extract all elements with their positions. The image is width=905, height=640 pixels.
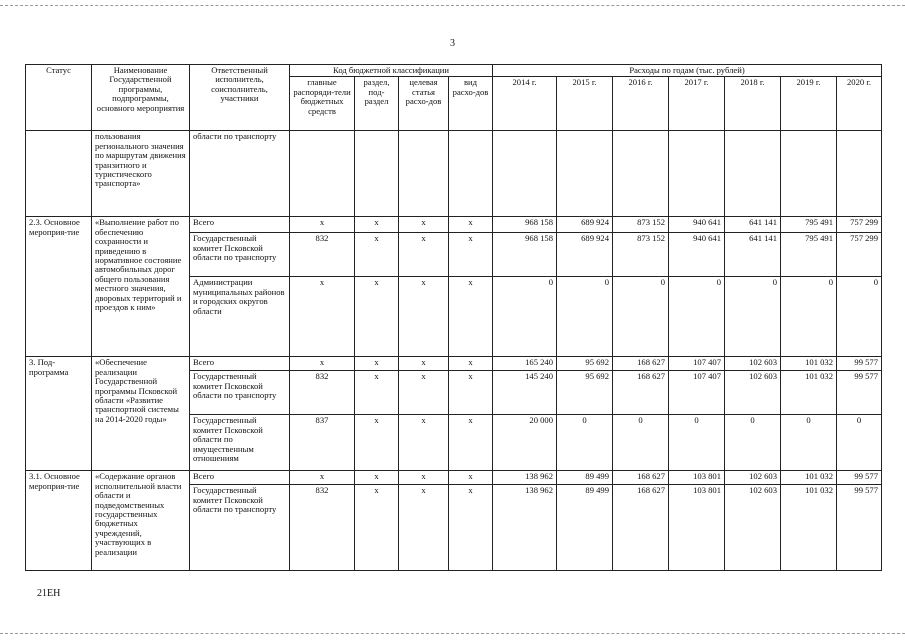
- header-main-manager: главные распоряди-тели бюджетных средств: [290, 77, 355, 131]
- cell-code: х: [399, 371, 449, 415]
- cell-value: 795 491: [781, 233, 837, 277]
- cell-value: [669, 131, 725, 217]
- cell-code: х: [449, 485, 493, 571]
- cell-value: 0: [557, 277, 613, 357]
- header-year: 2014 г.: [493, 77, 557, 131]
- cell-value: 168 627: [613, 371, 669, 415]
- cell-code: х: [449, 471, 493, 485]
- cell-value: [781, 131, 837, 217]
- cell-code: х: [399, 217, 449, 233]
- budget-table: [25, 64, 882, 571]
- cell-value: 968 158: [493, 217, 557, 233]
- cell-code: х: [399, 471, 449, 485]
- header-budget-code: Код бюджетной классификации: [290, 65, 493, 77]
- cell-value: 795 491: [781, 217, 837, 233]
- cell-value: 101 032: [781, 471, 837, 485]
- cell-code: [290, 131, 355, 217]
- cell-code: х: [449, 415, 493, 471]
- cell-value: 0: [669, 277, 725, 357]
- cell-value: 107 407: [669, 357, 725, 371]
- cell-value: 99 577: [837, 471, 882, 485]
- cell-value: 102 603: [725, 485, 781, 571]
- header-year: 2015 г.: [557, 77, 613, 131]
- cell-executor: области по транспорту: [190, 131, 290, 217]
- header-section: раздел, под-раздел: [355, 77, 399, 131]
- cell-name: «Содержание органов исполнительной власти области и подведомственных государственных бюджетных учреждений, участвующих в реализации: [92, 471, 190, 571]
- cell-value: 0: [837, 415, 882, 471]
- cell-code: х: [449, 233, 493, 277]
- cell-value: 95 692: [557, 357, 613, 371]
- table-row: [26, 131, 882, 217]
- cell-code: х: [399, 357, 449, 371]
- cell-value: 101 032: [781, 357, 837, 371]
- header-status: Статус: [26, 65, 92, 131]
- table-row: [26, 471, 882, 485]
- page-number: 3: [450, 38, 455, 49]
- cell-name: «Выполнение работ по обеспечению сохранности и приведению в нормативное состояние автомобильных дорог общего пользования местного значения, дворовых территорий и проездов к ним»: [92, 217, 190, 357]
- cell-code: х: [449, 371, 493, 415]
- header-type: вид расхо-дов: [449, 77, 493, 131]
- cell-code: х: [399, 415, 449, 471]
- cell-value: 89 499: [557, 471, 613, 485]
- cell-name: «Обеспечение реализации Государственной программы Псковской области «Развитие транспортной системы на 2014-2020 годы»: [92, 357, 190, 471]
- cell-value: 0: [781, 277, 837, 357]
- cell-code: х: [290, 277, 355, 357]
- cell-value: 689 924: [557, 217, 613, 233]
- cell-code: х: [290, 217, 355, 233]
- cell-executor: Всего: [190, 357, 290, 371]
- cell-code: х: [449, 357, 493, 371]
- cell-code: х: [399, 485, 449, 571]
- header-name: Наименование Государственной программы, подпрограммы, основного мероприятия: [92, 65, 190, 131]
- header-year: 2017 г.: [669, 77, 725, 131]
- cell-executor: Всего: [190, 471, 290, 485]
- cell-code: х: [290, 471, 355, 485]
- cell-value: 103 801: [669, 485, 725, 571]
- cell-value: 873 152: [613, 233, 669, 277]
- header-year: 2019 г.: [781, 77, 837, 131]
- cell-value: 940 641: [669, 233, 725, 277]
- cell-code: 832: [290, 371, 355, 415]
- cell-value: 0: [613, 277, 669, 357]
- cell-value: 102 603: [725, 471, 781, 485]
- cell-value: 757 299: [837, 217, 882, 233]
- cell-value: 138 962: [493, 471, 557, 485]
- cell-value: 145 240: [493, 371, 557, 415]
- cell-value: [613, 131, 669, 217]
- cell-code: 832: [290, 485, 355, 571]
- cell-executor: Государственный комитет Псковской области по транспорту: [190, 485, 290, 571]
- cell-value: 102 603: [725, 357, 781, 371]
- cell-value: 757 299: [837, 233, 882, 277]
- cell-value: [837, 131, 882, 217]
- cell-code: х: [355, 471, 399, 485]
- scan-edge-bottom: [0, 633, 905, 634]
- cell-code: х: [449, 277, 493, 357]
- cell-value: 89 499: [557, 485, 613, 571]
- cell-code: х: [355, 485, 399, 571]
- cell-value: 0: [781, 415, 837, 471]
- cell-code: х: [290, 357, 355, 371]
- cell-value: 641 141: [725, 217, 781, 233]
- cell-status: 3.1. Основное мероприя-тие: [26, 471, 92, 571]
- cell-value: 168 627: [613, 357, 669, 371]
- cell-value: 968 158: [493, 233, 557, 277]
- header-year: 2018 г.: [725, 77, 781, 131]
- cell-value: 0: [493, 277, 557, 357]
- cell-executor: Государственный комитет Псковской области по транспорту: [190, 371, 290, 415]
- cell-value: 168 627: [613, 485, 669, 571]
- header-executor: Ответственный исполнитель, соисполнитель, участники: [190, 65, 290, 131]
- cell-code: х: [355, 233, 399, 277]
- cell-value: 940 641: [669, 217, 725, 233]
- cell-value: 101 032: [781, 371, 837, 415]
- cell-name: пользования регионального значения по маршрутам движения транзитного и туристического транспорта»: [92, 131, 190, 217]
- cell-value: 168 627: [613, 471, 669, 485]
- cell-code: 832: [290, 233, 355, 277]
- cell-value: 165 240: [493, 357, 557, 371]
- budget-table-container: [25, 64, 881, 571]
- cell-value: [493, 131, 557, 217]
- cell-code: [355, 131, 399, 217]
- cell-status: 2.3. Основное мероприя-тие: [26, 217, 92, 357]
- cell-executor: Всего: [190, 217, 290, 233]
- cell-status: [26, 131, 92, 217]
- cell-value: 102 603: [725, 371, 781, 415]
- cell-value: [725, 131, 781, 217]
- cell-value: [557, 131, 613, 217]
- cell-value: 873 152: [613, 217, 669, 233]
- header-expenses: Расходы по годам (тыс. рублей): [493, 65, 882, 77]
- cell-executor: Государственный комитет Псковской области по транспорту: [190, 233, 290, 277]
- cell-value: 0: [725, 277, 781, 357]
- cell-code: х: [355, 357, 399, 371]
- cell-value: 0: [669, 415, 725, 471]
- cell-code: х: [355, 277, 399, 357]
- header-year: 2020 г.: [837, 77, 882, 131]
- cell-code: х: [399, 277, 449, 357]
- cell-status: 3. Под-программа: [26, 357, 92, 471]
- cell-value: 20 000: [493, 415, 557, 471]
- cell-value: 99 577: [837, 371, 882, 415]
- header-target: целевая статья расхо-дов: [399, 77, 449, 131]
- header-year: 2016 г.: [613, 77, 669, 131]
- cell-value: 0: [837, 277, 882, 357]
- cell-executor: Администрации муниципальных районов и городских округов области: [190, 277, 290, 357]
- cell-value: 99 577: [837, 357, 882, 371]
- cell-code: х: [355, 415, 399, 471]
- cell-value: 99 577: [837, 485, 882, 571]
- table-row: [26, 357, 882, 371]
- cell-value: 689 924: [557, 233, 613, 277]
- cell-code: 837: [290, 415, 355, 471]
- cell-value: 0: [613, 415, 669, 471]
- cell-value: 101 032: [781, 485, 837, 571]
- cell-value: 641 141: [725, 233, 781, 277]
- cell-value: 138 962: [493, 485, 557, 571]
- cell-code: [449, 131, 493, 217]
- cell-value: 107 407: [669, 371, 725, 415]
- cell-code: [399, 131, 449, 217]
- cell-code: х: [399, 233, 449, 277]
- footer-code: 21ЕН: [37, 588, 61, 599]
- cell-code: х: [355, 217, 399, 233]
- cell-value: 103 801: [669, 471, 725, 485]
- cell-executor: Государственный комитет Псковской области по имущественным отношениям: [190, 415, 290, 471]
- cell-code: х: [355, 371, 399, 415]
- cell-value: 95 692: [557, 371, 613, 415]
- cell-value: 0: [725, 415, 781, 471]
- table-row: [26, 217, 882, 233]
- cell-code: х: [449, 217, 493, 233]
- cell-value: 0: [557, 415, 613, 471]
- scan-edge-top: [0, 5, 905, 6]
